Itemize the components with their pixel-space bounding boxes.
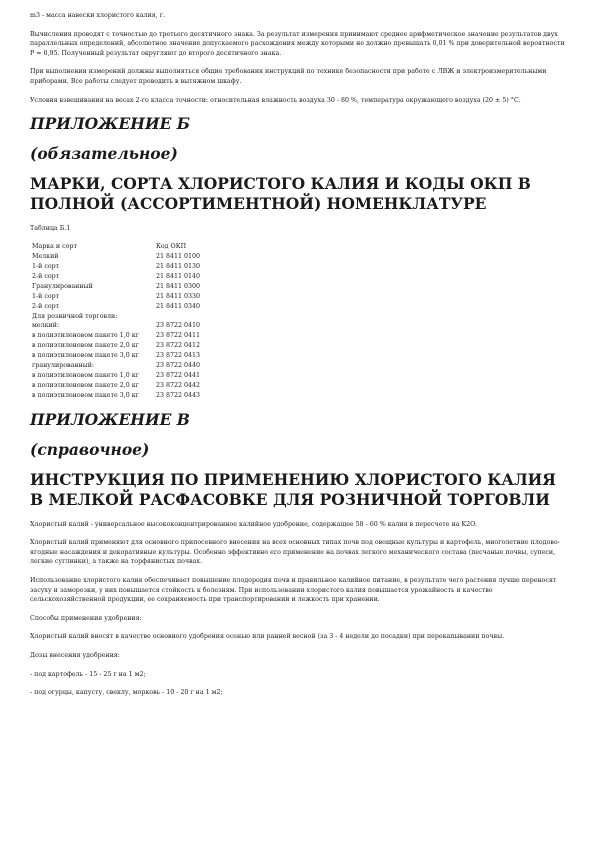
appendix-b-heading: ПРИЛОЖЕНИЕ Б [30, 114, 191, 134]
intro-paragraph-2: Вычисления проводят с точностью до третьего десятичного знака. За результат измерения принимают среднее арифметическое значение результатов двух параллельных определений, абсолютное значение допускаемого расхождения между которыми не должно превышать 0,01 % при доверительной вероятности P = 0,95. Полученный результат округляют до второго десятичного знака. [30, 30, 565, 57]
table-cell-code: 23 8722 0413 [156, 352, 201, 360]
appendix-v-paragraph-4: Способы применения удобрения: [30, 614, 142, 622]
appendix-v-paragraph-1: Хлористый калий - универсальное высококонцентрированное калийное удобрение, содержащее 58 - 60 % калия в пересчете на K2O. [30, 520, 477, 528]
table-row [32, 341, 200, 351]
table-row [32, 302, 200, 312]
appendix-v-paragraph-8: - под огурцы, капусту, свеклу, морковь - 10 - 20 г на 1 м2; [30, 689, 223, 697]
table-row [32, 361, 200, 371]
table-cell-code: 23 8722 0443 [156, 391, 201, 399]
intro-paragraph-4: Условия взвешивания на весах 2-го класса точности: относительная влажность воздуха 30 - 80 %, температура окружающего воздуха (20 ± 5) °С. [30, 96, 521, 104]
table-cell-code: 23 8722 0442 [156, 381, 201, 389]
table-cell-grade: Мелкий [32, 253, 59, 261]
table-row [32, 381, 200, 391]
table-cell-code: 21 8411 0340 [156, 302, 201, 310]
appendix-v-status: (справочное) [30, 439, 150, 459]
table-cell-grade: 2-й сорт [32, 302, 60, 310]
table-cell-code: 23 8722 0412 [156, 342, 201, 350]
table-row [32, 292, 200, 302]
table-cell-grade: гранулированный: [32, 362, 95, 370]
table-cell-grade: в полиэтиленовом пакете 2,0 кг [32, 381, 139, 389]
table-cell-code: 21 8411 0130 [156, 262, 201, 270]
table-caption: Таблица Б.1 [30, 225, 71, 233]
table-cell-code: 21 8411 0100 [156, 253, 201, 261]
table-cell-grade: в полиэтиленовом пакете 1,0 кг [32, 371, 139, 379]
appendix-b-status: (обязательное) [30, 144, 178, 164]
appendix-v-paragraph-6: Дозы внесения удобрения: [30, 652, 120, 659]
table-cell-grade: Гранулированный [32, 282, 93, 290]
okp-codes-table [32, 242, 200, 401]
table-cell-code: 21 8411 0140 [156, 272, 201, 280]
table-header-row [32, 242, 200, 252]
table-row [32, 371, 200, 381]
table-cell-code [156, 312, 200, 322]
table-header-grade: Марка и сорт [32, 243, 77, 251]
table-cell-grade: в полиэтиленовом пакете 3,0 кг [32, 352, 139, 360]
appendix-v-paragraph-7: - под картофель - 15 - 25 г на 1 м2; [30, 670, 146, 678]
intro-paragraph-3: При выполнении измерений должны выполняться общие требования инструкций по технике безопасности при работе с ЛВЖ и электроизмерительными приборами. Все работы следует проводить в вытяжном шкафу. [30, 68, 547, 85]
table-cell-code: 23 8722 0411 [156, 332, 201, 340]
table-row [32, 331, 200, 341]
table-row [32, 252, 200, 262]
table-cell-code: 21 8411 0300 [156, 282, 201, 290]
appendix-v-title: ИНСТРУКЦИЯ ПО ПРИМЕНЕНИЮ ХЛОРИСТОГО КАЛИЯ В МЕЛКОЙ РАСФАСОВКЕ ДЛЯ РОЗНИЧНОЙ ТОРГОВЛИ [30, 469, 556, 509]
table-cell-code: 21 8411 0330 [156, 292, 201, 300]
table-cell-code: 23 8722 0440 [156, 362, 201, 370]
table-cell-code: 23 8722 0410 [156, 322, 201, 330]
table-cell-grade: в полиэтиленовом пакете 2,0 кг [32, 342, 139, 350]
table-cell-grade: в полиэтиленовом пакете 3,0 кг [32, 391, 139, 399]
table-cell-grade: Для розничной торговли: [32, 312, 118, 320]
table-row [32, 321, 200, 331]
table-cell-grade: в полиэтиленовом пакете 1,0 кг [32, 332, 139, 340]
table-row [32, 312, 200, 322]
table-cell-code: 23 8722 0441 [156, 371, 201, 379]
appendix-v-heading: ПРИЛОЖЕНИЕ В [30, 409, 190, 429]
appendix-v-paragraph-2: Хлористый калий применяют для основного припосевного внесения на всех основных типах почв под овощные культуры и картофель, многолетние плодово-ягодные насаждения и декоративные культуры. Особенно эффективно его применение на почвах легкого механического состава (песчаные почвы, супеси, легкие суглинки), а также на торфянистых почвах. [30, 539, 560, 566]
table-row [32, 391, 200, 401]
table-row [32, 351, 200, 361]
appendix-b-title: МАРКИ, СОРТА ХЛОРИСТОГО КАЛИЯ И КОДЫ ОКП В ПОЛНОЙ (АССОРТИМЕНТНОЙ) НОМЕНКЛАТУРЕ [30, 174, 531, 214]
appendix-v-paragraph-5: Хлористый калий вносят в качестве основного удобрения осенью или ранней весной (за 3 - 4 недели до посадки) при перекапывании почвы. [30, 633, 505, 641]
table-row [32, 282, 200, 292]
table-header-code: Код ОКП [156, 243, 187, 251]
table-row [32, 272, 200, 282]
table-cell-grade: мелкий: [32, 322, 60, 330]
table-cell-grade: 1-й сорт [32, 262, 60, 270]
table-cell-grade: 2-й сорт [32, 272, 60, 280]
appendix-v-paragraph-3: Использование хлористого калия обеспечивает повышение плодородия почв и правильное калийное питание, в результате чего растения лучше переносят засуху и заморозки, у них повышается стойкость к болезням. При использовании хлористого калия повышается урожайность и качество сельскохозяйственной продукции, ее сохраняемость при транспортировании и лежкость при хранении. [30, 577, 557, 604]
table-row [32, 262, 200, 272]
table-cell-grade: 1-й сорт [32, 292, 60, 300]
intro-paragraph-1: m3 - масса навески хлористого калия, г. [30, 12, 166, 19]
